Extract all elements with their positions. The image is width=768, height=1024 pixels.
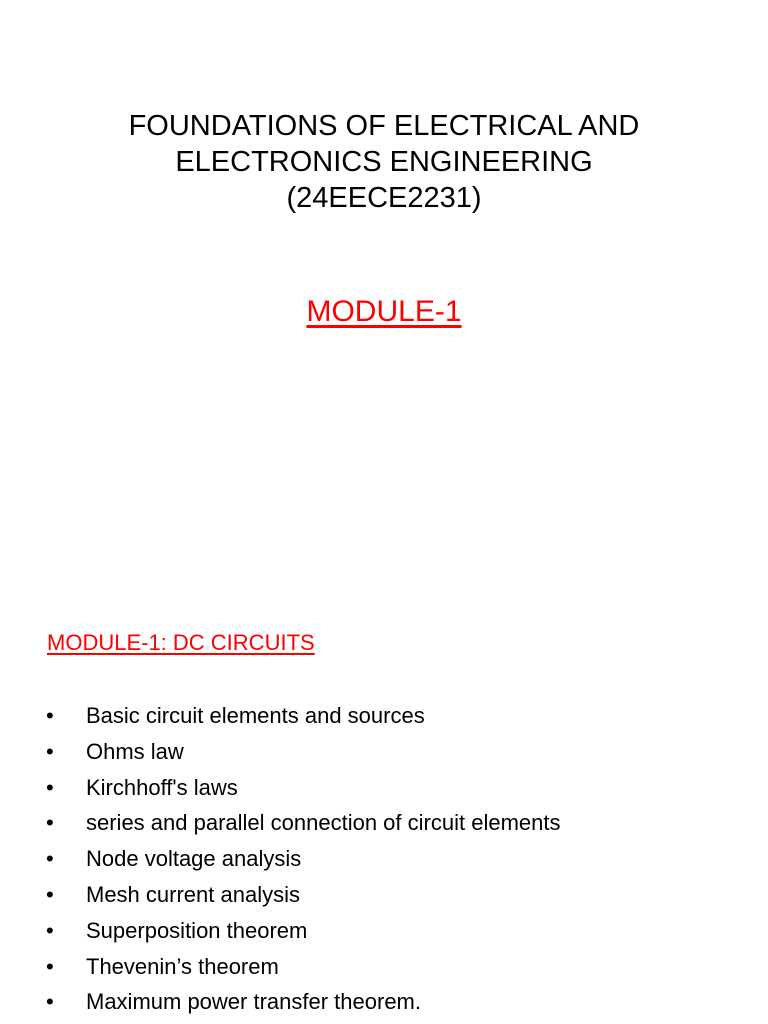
course-title-line: ELECTRONICS ENGINEERING [175, 146, 593, 178]
topic-item [40, 913, 560, 949]
course-title-line: FOUNDATIONS OF ELECTRICAL AND [128, 110, 640, 142]
topic-item [40, 734, 560, 770]
topic-item [40, 805, 560, 841]
topic-item [40, 877, 560, 913]
bullet-icon: • [46, 917, 54, 943]
content-slide [0, 620, 768, 1024]
section-heading: MODULE-1: DC CIRCUITS [47, 630, 315, 655]
topic-item [40, 770, 560, 806]
topic-label: Node voltage analysis [86, 846, 302, 872]
course-title [0, 108, 768, 216]
bullet-icon: • [46, 846, 54, 872]
topic-item [40, 984, 560, 1020]
module-heading: MODULE-1 [306, 295, 462, 328]
topic-label: Kirchhoff's laws [86, 774, 238, 800]
bullet-icon: • [46, 989, 54, 1015]
bullet-icon: • [46, 774, 54, 800]
topic-label: Maximum power transfer theorem. [86, 989, 421, 1015]
bullet-icon: • [46, 738, 54, 764]
topic-label: series and parallel connection of circuit elements [86, 810, 561, 836]
topic-label: Superposition theorem [86, 917, 308, 943]
bullet-icon: • [46, 881, 54, 907]
bullet-icon: • [46, 953, 54, 979]
topic-label: Thevenin’s theorem [86, 953, 279, 979]
bullet-icon: • [46, 703, 54, 728]
topic-item [40, 949, 560, 985]
topic-item [40, 698, 560, 734]
topic-label: Ohms law [86, 738, 184, 764]
topic-list [40, 698, 560, 1020]
topic-label: Basic circuit elements and sources [86, 703, 425, 728]
course-code: (24EECE2231) [286, 182, 482, 214]
bullet-icon: • [46, 810, 54, 836]
topic-label: Mesh current analysis [86, 881, 300, 907]
topic-item [40, 841, 560, 877]
